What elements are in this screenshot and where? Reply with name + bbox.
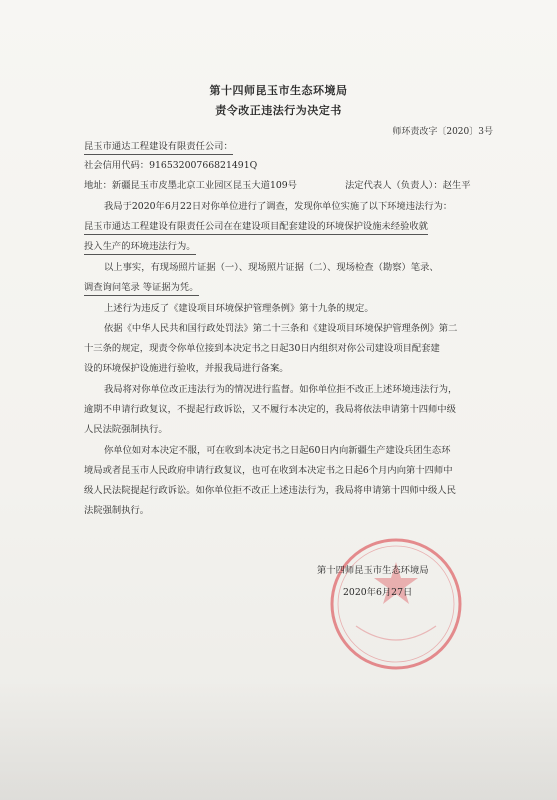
credit-code: 社会信用代码：91653200766821491Q xyxy=(84,160,258,171)
signature-organization: 第十四师昆玉市生态环境局 xyxy=(317,565,429,576)
paragraph-6-line-3: 级人民法院提起行政诉讼。如你单位拒不改正上述违法行为，我局将申请第十四师中级人民 xyxy=(84,485,456,496)
document-number: 师环责改字〔2020〕3号 xyxy=(392,127,493,137)
paragraph-1-line-3: 投入生产的环境违法行为。 xyxy=(84,241,196,255)
party-name: 昆玉市通达工程建设有限责任公司： xyxy=(84,141,233,155)
paragraph-4-line-1: 依据《中华人民共和国行政处罚法》第二十三条和《建设项目环境保护管理条例》第二 xyxy=(104,323,458,334)
paragraph-4-line-3: 设的环境保护设施进行验收，并报我局进行备案。 xyxy=(84,363,289,374)
paragraph-3-line-1: 上述行为违反了《建设项目环境保护管理条例》第十九条的规定。 xyxy=(104,303,374,314)
paragraph-1-line-2: 昆玉市通达工程建设有限责任公司在在建设项目配套建设的环境保护设施未经验收就 xyxy=(84,221,428,235)
paragraph-4-line-2: 十三条的规定，现责令你单位接到本决定书之日起30日内组织对你公司建设项目配套建 xyxy=(84,343,440,354)
signature-date: 2020年6月27日 xyxy=(343,587,413,598)
party-address: 地址：新疆昆玉市皮墨北京工业园区昆玉大道109号 xyxy=(84,180,297,191)
document-title: 责令改正违法行为决定书 xyxy=(215,104,342,117)
paragraph-1-line-1: 我局于2020年6月22日对你单位进行了调查，发现你单位实施了以下环境违法行为： xyxy=(104,201,453,212)
paragraph-5-line-3: 人民法院强制执行。 xyxy=(84,424,168,435)
paragraph-6-line-4: 法院强制执行。 xyxy=(84,505,150,516)
page-shadow xyxy=(0,680,557,800)
official-seal-icon xyxy=(326,534,466,674)
legal-representative: 法定代表人（负责人）：赵生平 xyxy=(345,180,471,191)
paragraph-5-line-2: 逾期不申请行政复议，不提起行政诉讼，又不履行本决定的，我局将依法申请第十四师中级 xyxy=(84,404,456,415)
issuer-heading: 第十四师昆玉市生态环境局 xyxy=(209,84,348,97)
paragraph-6-line-2: 境局或者昆玉市人民政府申请行政复议，也可在收到本决定书之日起6个月内向第十四师中 xyxy=(84,465,453,476)
paragraph-6-line-1: 你单位如对本决定不服，可在收到本决定书之日起60日内向新疆生产建设兵团生态环 xyxy=(104,445,451,456)
paragraph-5-line-1: 我局将对你单位改正违法行为的情况进行监督。如你单位拒不改正上述环境违法行为， xyxy=(104,384,458,395)
paragraph-2-line-1: 以上事实，有现场照片证据（一）、现场照片证据（二）、现场检查（勘察）笔录、 xyxy=(104,262,439,273)
paragraph-2-line-2: 调查询问笔录 等证据为凭。 xyxy=(84,282,199,296)
